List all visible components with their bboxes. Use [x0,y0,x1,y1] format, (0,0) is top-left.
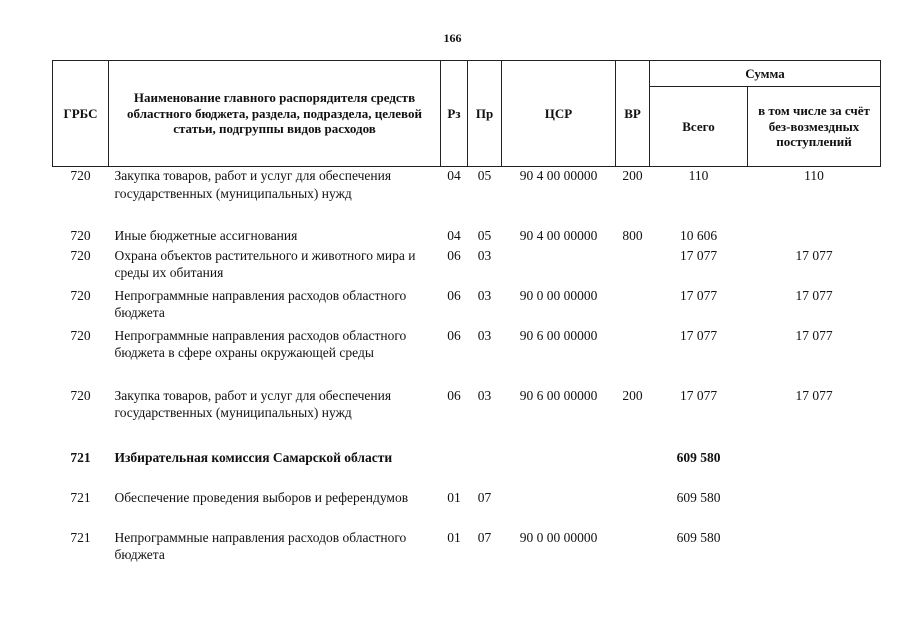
table-body [53,167,881,569]
cell-csr: 90 0 00 00000 [519,529,598,545]
header-grbs: ГРБС [53,61,109,167]
cell-pr: 03 [477,287,492,303]
cell-name: Избирательная комиссия Самарской области [114,449,393,465]
cell-rz: 04 [447,227,461,243]
table-row [53,327,881,387]
cell-name: Иные бюджетные ассигнования [114,227,298,243]
cell-total: 110 [688,168,709,183]
header-gratuitous: в том числе за счёт без-возмездных поступлений [748,87,881,167]
cell-name: Закупка товаров, работ и услуг для обеспечения государственных (муниципальных) нужд [114,387,392,421]
cell-name: Закупка товаров, работ и услуг для обеспечения государственных (муниципальных) нужд [114,168,392,201]
cell-rz: 06 [447,327,461,343]
cell-csr: 90 4 00 00000 [519,227,598,243]
cell-pr: 07 [477,529,492,545]
cell-grbs: 720 [70,247,91,263]
cell-csr: 90 4 00 00000 [519,168,598,183]
cell-gratuitous [748,449,881,489]
header-pr: Пр [468,61,502,167]
cell-total: 17 077 [679,327,718,343]
cell-gratuitous [748,489,881,529]
cell-gratuitous: 17 077 [795,387,833,403]
page-number: 166 [443,31,462,45]
cell-grbs: 720 [70,227,91,243]
cell-total: 609 580 [676,489,721,505]
cell-name: Непрограммные направления расходов областного бюджета в сфере охраны окружающей среды [114,327,407,361]
cell-csr: 90 6 00 00000 [519,327,598,343]
cell-total: 17 077 [679,387,718,403]
cell-total: 609 580 [676,449,721,465]
table-row [53,387,881,449]
cell-pr: 03 [477,387,492,403]
cell-csr [502,489,616,529]
cell-gratuitous: 17 077 [795,287,833,303]
table-row [53,227,881,247]
cell-total: 10 606 [679,227,718,243]
cell-grbs: 720 [70,168,91,183]
cell-vr [616,489,650,529]
table-row [53,529,881,569]
header-csr: ЦСР [502,61,616,167]
cell-rz: 01 [447,489,461,505]
cell-grbs: 720 [70,327,91,343]
table-header [53,61,881,167]
table-row [53,247,881,287]
cell-grbs: 720 [70,287,91,303]
cell-gratuitous: 17 077 [795,327,833,343]
cell-rz: 06 [447,387,461,403]
cell-vr [616,287,650,327]
cell-csr [502,247,616,287]
table-row [53,287,881,327]
cell-vr [616,327,650,387]
cell-grbs: 721 [70,449,91,465]
cell-vr: 200 [622,387,643,403]
cell-csr: 90 0 00 00000 [519,287,598,303]
cell-vr: 800 [622,227,643,243]
header-name: Наименование главного распорядителя средств областного бюджета, раздела, подраздела, целевой статьи, подгруппы видов расходов [109,61,441,167]
cell-pr: 03 [477,327,492,343]
cell-pr [468,449,502,489]
cell-rz: 01 [447,529,461,545]
cell-gratuitous [748,529,881,569]
cell-vr [616,529,650,569]
cell-grbs: 721 [70,529,91,545]
table-row [53,449,881,489]
cell-vr [616,247,650,287]
cell-name: Охрана объектов растительного и животного мира и среды их обитания [114,247,416,281]
cell-pr: 05 [477,168,492,183]
cell-rz: 06 [447,287,461,303]
cell-total: 17 077 [679,287,718,303]
cell-name: Непрограммные направления расходов областного бюджета [114,287,407,321]
cell-gratuitous: 110 [804,168,824,183]
cell-grbs: 720 [70,387,91,403]
cell-pr: 03 [477,247,492,263]
cell-vr: 200 [622,168,643,183]
header-total: Всего [650,87,748,167]
header-rz: Рз [441,61,468,167]
header-vr: ВР [616,61,650,167]
cell-grbs: 721 [70,489,91,505]
budget-table [52,60,881,569]
header-sum: Сумма [650,61,881,87]
cell-gratuitous: 17 077 [795,247,833,263]
table-row [53,167,881,227]
cell-vr [616,449,650,489]
cell-rz [441,449,468,489]
cell-pr: 05 [477,227,492,243]
cell-total: 17 077 [679,247,718,263]
table-row [53,489,881,529]
cell-csr [502,449,616,489]
cell-csr: 90 6 00 00000 [519,387,598,403]
cell-total: 609 580 [676,529,721,545]
cell-rz: 04 [447,168,461,183]
cell-gratuitous [748,227,881,247]
cell-name: Непрограммные направления расходов областного бюджета [114,529,407,563]
cell-name: Обеспечение проведения выборов и референдумов [114,489,409,505]
cell-pr: 07 [477,489,492,505]
cell-rz: 06 [447,247,461,263]
